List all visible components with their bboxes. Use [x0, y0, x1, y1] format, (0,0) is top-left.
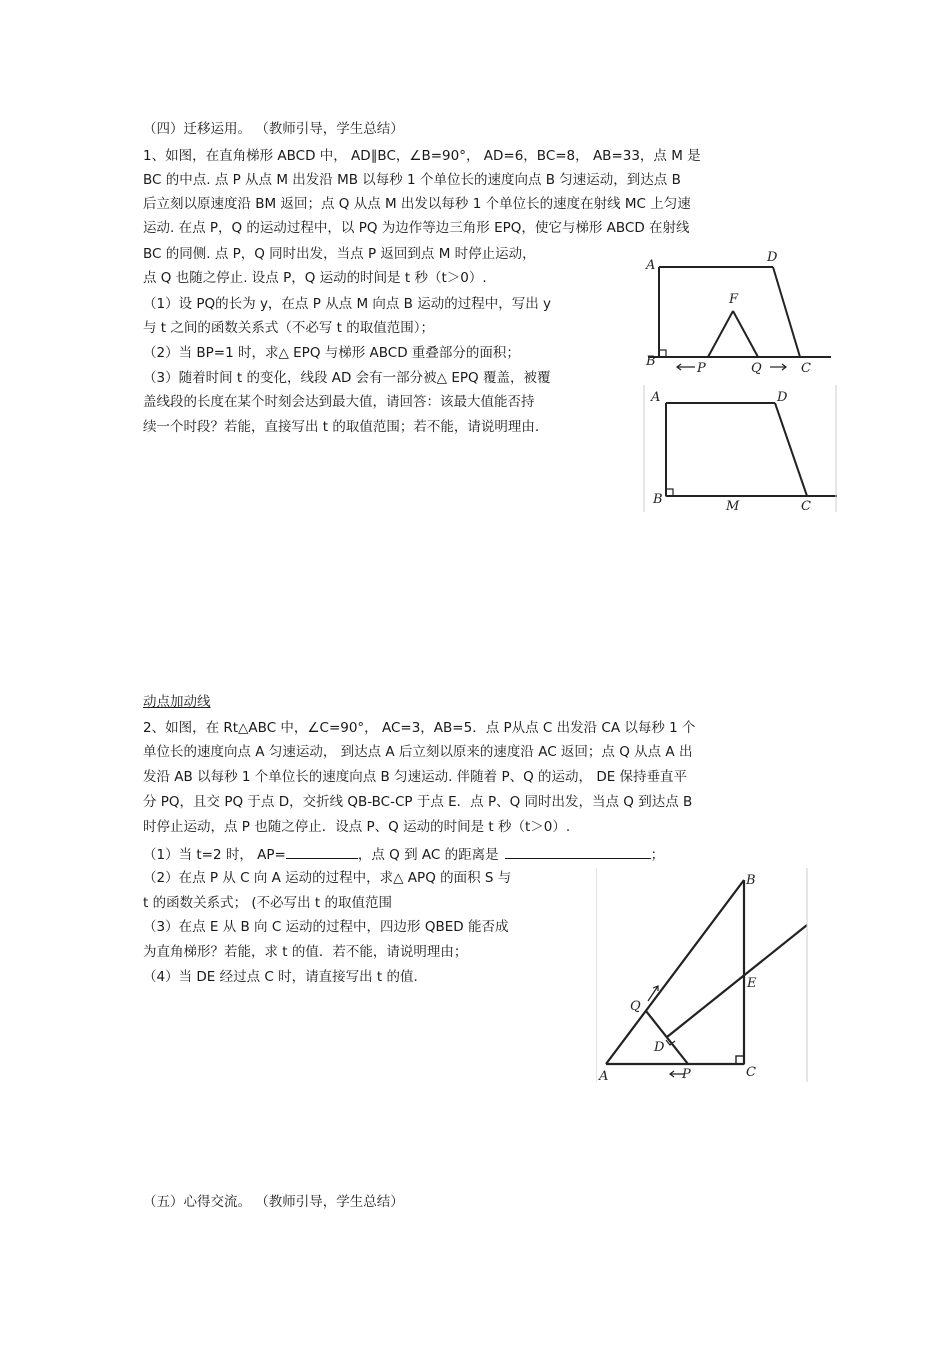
section-4-heading: （四）迁移运用。 （教师引导，学生总结） [143, 121, 404, 137]
problem-1-line: 点 Q 也随之停止. 设点 P，Q 运动的时间是 t 秒（t＞0）. [143, 270, 487, 286]
right-triangle-figure [596, 868, 808, 1082]
problem-2-line: t 的函数关系式； (不必写出 t 的取值范围 [143, 895, 393, 911]
label-c: C [746, 1065, 756, 1080]
problem-2-line: 为直角梯形？若能，求 t 的值．若不能，请说明理由； [143, 944, 468, 960]
problem-1-line: 盖线段的长度在某个时刻会达到最大值，请回答：该最大值能否持 [143, 394, 535, 410]
problem-2-line: （4）当 DE 经过点 C 时，请直接写出 t 的值. [143, 969, 418, 985]
problem-2-line: 发沿 AB 以每秒 1 个单位长的速度向点 B 匀速运动. 伴随着 P、Q 的运动， DE 保持垂直平 [143, 769, 688, 785]
problem-1-line: BC 的同侧. 点 P，Q 同时出发，当点 P 返回到点 M 时停止运动， [143, 246, 536, 262]
trapezoid-figure-bottom [643, 385, 837, 512]
problem-2-line: （2）在点 P 从 C 向 A 运动的过程中，求△ APQ 的面积 S 与 [143, 870, 512, 886]
problem-1-line: 续一个时段？若能，直接写出 t 的取值范围；若不能，请说明理由. [143, 419, 540, 435]
problem-2-line: 分 PQ，且交 PQ 于点 D，交折线 QB-BC-CP 于点 E．点 P、Q 同时出发，当点 Q 到达点 B [143, 794, 693, 810]
label-b: B [646, 354, 656, 369]
problem-1-line: BC 的中点. 点 P 从点 M 出发沿 MB 以每秒 1 个单位长的速度向点 B 匀速运动，到达点 B [143, 172, 681, 188]
label-m: M [726, 499, 740, 512]
label-a: A [646, 258, 656, 273]
label-a: A [599, 1069, 609, 1082]
label-c: C [801, 499, 811, 512]
trapezoid-figure-top [643, 245, 837, 380]
problem-1-line: 后立刻以原速度沿 BM 返回；点 Q 从点 M 出发以每秒 1 个单位长的速度在射线 MC 上匀速 [143, 196, 691, 212]
problem-1-line: （1）设 PQ的长为 y，在点 P 从点 M 向点 B 运动的过程中，写出 y [143, 296, 552, 312]
label-e: E [747, 976, 757, 991]
problem-1-line: （2）当 BP=1 时，求△ EPQ 与梯形 ABCD 重叠部分的面积； [143, 345, 520, 361]
problem-2-line: 时停止运动，点 P 也随之停止．设点 P、Q 运动的时间是 t 秒（t＞0）. [143, 819, 571, 835]
problem-1-line: 与 t 之间的函数关系式（不必写 t 的取值范围）； [143, 320, 435, 336]
answer-blank-distance [505, 845, 651, 859]
problem-1-line: 1、如图，在直角梯形 ABCD 中， AD∥BC，∠B=90°， AD=6，BC=8， AB=33，点 M 是 [143, 148, 701, 164]
label-d: D [654, 1040, 665, 1055]
label-q: Q [751, 361, 762, 376]
problem-2-line: （3）在点 E 从 B 向 C 运动的过程中，四边形 QBED 能否成 [143, 919, 509, 935]
problem-2-line: 单位长的速度向点 A 匀速运动， 到达点 A 后立刻以原来的速度沿 AC 返回；点 Q 从点 A 出 [143, 744, 693, 760]
label-a: A [651, 390, 661, 405]
problem-1-line: （3）随着时间 t 的变化，线段 AD 会有一部分被△ EPQ 覆盖，被覆 [143, 370, 551, 386]
label-f: F [729, 292, 739, 307]
subheading: 动点加动线 [143, 694, 211, 710]
label-p: P [697, 361, 706, 376]
q1-middle: ，点 Q 到 AC 的距离是 [357, 847, 499, 863]
section-5-heading: （五）心得交流。 （教师引导，学生总结） [143, 1194, 404, 1210]
label-p: P [682, 1067, 691, 1082]
problem-1-line: 运动. 在点 P，Q 的运动过程中，以 PQ 为边作等边三角形 EPQ，使它与梯形 ABCD 在射线 [143, 220, 690, 236]
answer-blank-ap [286, 845, 358, 859]
label-c: C [801, 361, 811, 376]
label-d: D [777, 390, 788, 405]
problem-2-line: 2、如图，在 Rt△ABC 中，∠C=90°， AC=3，AB=5．点 P从点 C 出发沿 CA 以每秒 1 个 [143, 720, 696, 736]
q1-prefix: （1）当 t=2 时， AP= [143, 847, 286, 863]
label-b: B [746, 873, 756, 888]
problem-2-question-1 [143, 845, 664, 864]
label-q: Q [630, 999, 641, 1014]
label-d: D [767, 250, 778, 265]
q1-suffix: ； [650, 847, 665, 863]
label-b: B [653, 492, 663, 507]
